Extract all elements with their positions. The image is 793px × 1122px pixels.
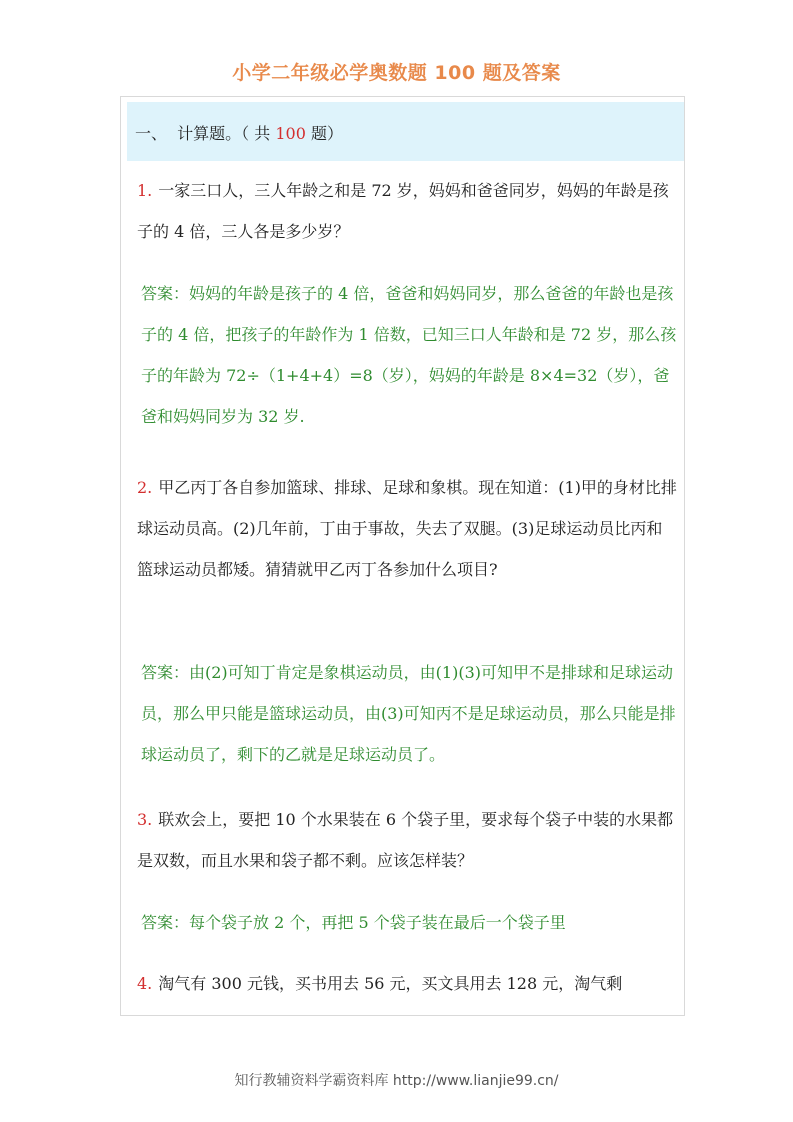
question-number: 1. xyxy=(137,181,153,200)
question-count: 100 xyxy=(275,124,306,143)
answer-1: 答案：妈妈的年龄是孩子的 4 倍，爸爸和妈妈同岁，那么爸爸的年龄也是孩子的 4 倍，把孩子的年龄作为 1 倍数，已知三口人年龄和是 72 岁，那么孩子的年龄为 72÷（1+4+4）=8（岁），妈妈的年龄是 8×4=32（岁），爸爸和妈妈同岁为 32 岁. xyxy=(141,284,677,426)
document-title: 小学二年级必学奥数题 100 题及答案 xyxy=(232,62,561,84)
question-text: 淘气有 300 元钱，买书用去 56 元，买文具用去 128 元，淘气剩 xyxy=(158,974,623,993)
footer-watermark: 知行教辅资料学霸资料库 http://www.lianjie99.cn/ xyxy=(234,1073,559,1089)
section-prefix: 一、 计算题。（ 共 xyxy=(135,124,276,143)
question-number: 3. xyxy=(137,810,153,829)
question-number: 4. xyxy=(137,974,153,993)
section-suffix: 题） xyxy=(305,124,343,143)
section-header-text xyxy=(135,121,343,144)
section-header xyxy=(127,102,684,161)
question-text: 一家三口人，三人年龄之和是 72 岁，妈妈和爸爸同岁，妈妈的年龄是孩子的 4 倍，三人各是多少岁？ xyxy=(137,181,669,241)
answer-3: 答案：每个袋子放 2 个，再把 5 个袋子装在最后一个袋子里 xyxy=(141,913,566,932)
question-4 xyxy=(137,963,677,1004)
content-box xyxy=(120,96,685,1016)
question-2 xyxy=(137,467,677,590)
question-3 xyxy=(137,799,677,881)
question-text: 联欢会上，要把 10 个水果装在 6 个袋子里，要求每个袋子中装的水果都是双数，而且水果和袋子都不剩。应该怎样装？ xyxy=(137,810,674,870)
question-1 xyxy=(137,170,677,252)
answer-2: 答案：由(2)可知丁肯定是象棋运动员，由(1)(3)可知甲不是排球和足球运动员，那么甲只能是篮球运动员，由(3)可知丙不是足球运动员，那么只能是排球运动员了，剩下的乙就是足球运动员了。 xyxy=(141,663,676,764)
question-text: 甲乙丙丁各自参加篮球、排球、足球和象棋。现在知道：(1)甲的身材比排球运动员高。(2)几年前，丁由于事故，失去了双腿。(3)足球运动员比丙和篮球运动员都矮。猜猜就甲乙丙丁各参加什么项目? xyxy=(137,478,677,579)
question-number: 2. xyxy=(137,478,153,497)
